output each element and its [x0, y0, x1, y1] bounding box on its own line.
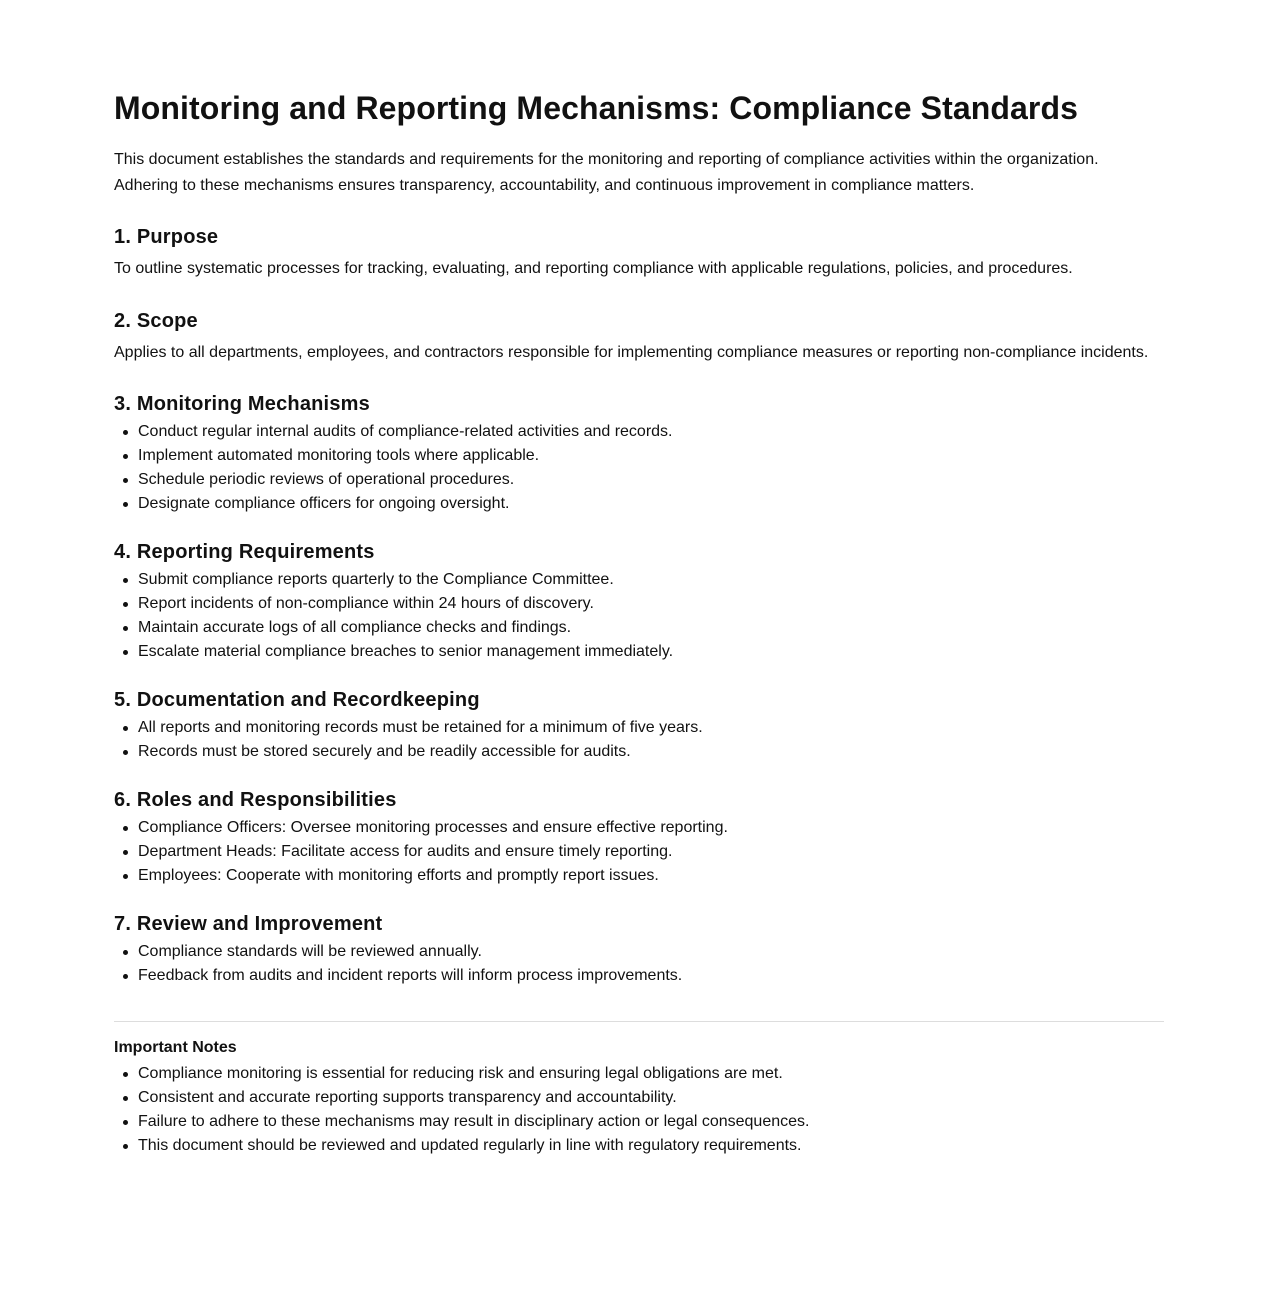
section-monitoring-mechanisms	[114, 392, 1164, 516]
section-scope	[114, 309, 1164, 365]
list-item: Compliance Officers: Oversee monitoring processes and ensure effective reporting.	[138, 816, 1164, 840]
section-heading: 4. Reporting Requirements	[114, 541, 375, 563]
list-item: Designate compliance officers for ongoing oversight.	[138, 492, 1164, 516]
section-heading: 3. Monitoring Mechanisms	[114, 393, 370, 415]
list-item: Department Heads: Facilitate access for audits and ensure timely reporting.	[138, 840, 1164, 864]
section-reporting-requirements	[114, 540, 1164, 664]
section-heading: 5. Documentation and Recordkeeping	[114, 689, 480, 711]
important-notes	[114, 1038, 1164, 1158]
section-text: To outline systematic processes for tracking, evaluating, and reporting compliance with applicable regulations, policies, and procedures.	[114, 260, 1073, 277]
list-item: This document should be reviewed and updated regularly in line with regulatory requirements.	[138, 1134, 1164, 1158]
list-item: Conduct regular internal audits of compliance-related activities and records.	[138, 420, 1164, 444]
list-item: Records must be stored securely and be readily accessible for audits.	[138, 740, 1164, 764]
section-review	[114, 912, 1164, 988]
bullet-list	[114, 716, 1164, 764]
list-item: Submit compliance reports quarterly to the Compliance Committee.	[138, 568, 1164, 592]
list-item: Employees: Cooperate with monitoring efforts and promptly report issues.	[138, 864, 1164, 888]
list-item: Feedback from audits and incident reports will inform process improvements.	[138, 964, 1164, 988]
list-item: Report incidents of non-compliance within 24 hours of discovery.	[138, 592, 1164, 616]
section-heading: 2. Scope	[114, 310, 198, 332]
list-item: Maintain accurate logs of all compliance checks and findings.	[138, 616, 1164, 640]
section-roles	[114, 788, 1164, 888]
list-item: Schedule periodic reviews of operational procedures.	[138, 468, 1164, 492]
list-item: Implement automated monitoring tools where applicable.	[138, 444, 1164, 468]
section-text: Applies to all departments, employees, and contractors responsible for implementing compliance measures or reporting non-compliance incidents.	[114, 344, 1149, 361]
list-item: All reports and monitoring records must be retained for a minimum of five years.	[138, 716, 1164, 740]
list-item: Consistent and accurate reporting supports transparency and accountability.	[138, 1086, 1164, 1110]
intro-paragraph: This document establishes the standards and requirements for the monitoring and reporting of compliance activities within the organization. Adhering to these mechanisms ensures transparency, accountability, and continuous improvement in compliance matters.	[114, 151, 1099, 194]
section-heading: 7. Review and Improvement	[114, 913, 383, 935]
list-item: Failure to adhere to these mechanisms may result in disciplinary action or legal consequences.	[138, 1110, 1164, 1134]
bullet-list	[114, 1062, 1164, 1158]
bullet-list	[114, 940, 1164, 988]
section-documentation	[114, 688, 1164, 764]
bullet-list	[114, 568, 1164, 664]
page-title: Monitoring and Reporting Mechanisms: Compliance Standards	[114, 90, 1079, 126]
notes-title: Important Notes	[114, 1039, 237, 1056]
divider	[114, 1021, 1164, 1022]
bullet-list	[114, 816, 1164, 888]
section-heading: 6. Roles and Responsibilities	[114, 789, 397, 811]
section-purpose	[114, 225, 1164, 281]
section-heading: 1. Purpose	[114, 226, 219, 248]
list-item: Escalate material compliance breaches to senior management immediately.	[138, 640, 1164, 664]
bullet-list	[114, 420, 1164, 516]
list-item: Compliance monitoring is essential for reducing risk and ensuring legal obligations are met.	[138, 1062, 1164, 1086]
list-item: Compliance standards will be reviewed annually.	[138, 940, 1164, 964]
